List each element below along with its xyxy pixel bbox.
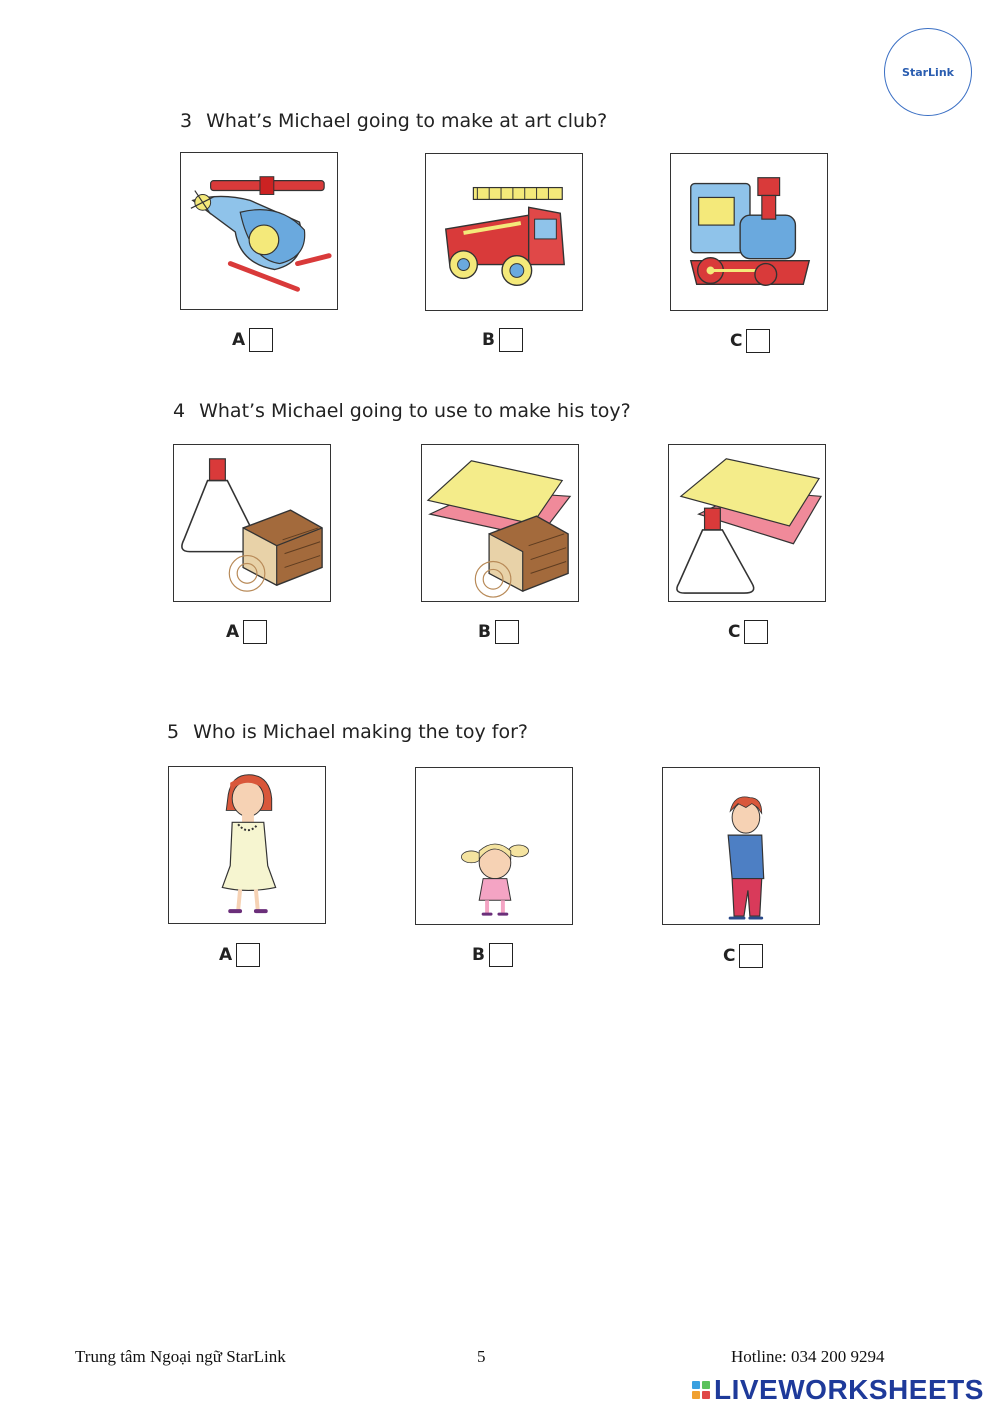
option-3a — [232, 328, 273, 352]
liveworksheets-logo-icon — [692, 1381, 710, 1399]
helicopter-icon — [181, 153, 337, 309]
question-text: What’s Michael going to use to make his toy? — [199, 400, 631, 422]
option-letter: B — [472, 945, 485, 965]
question-5 — [167, 721, 528, 743]
helicopter-toy-picture — [180, 152, 338, 310]
option-letter: A — [226, 622, 240, 642]
question-number: 5 — [167, 721, 180, 743]
glue-and-wood-picture — [173, 444, 331, 602]
option-3c — [730, 329, 770, 353]
fire-engine-toy-picture — [425, 153, 583, 311]
option-letter: C — [728, 622, 741, 642]
boy-icon — [663, 768, 819, 924]
footer-center-name: Trung tâm Ngoại ngữ StarLink — [75, 1347, 286, 1366]
option-5c — [723, 944, 763, 968]
glue-and-wood-icon — [174, 445, 330, 601]
option-4b — [478, 620, 519, 644]
liveworksheets-text: LIVEWORKSHEETS — [714, 1374, 984, 1405]
option-letter: C — [723, 946, 736, 966]
boy-picture — [662, 767, 820, 925]
answer-checkbox-4a[interactable] — [243, 620, 267, 644]
little-girl-icon — [416, 768, 572, 924]
option-5b — [472, 943, 513, 967]
answer-checkbox-5c[interactable] — [739, 944, 763, 968]
option-4c — [728, 620, 768, 644]
option-letter: A — [219, 945, 233, 965]
train-toy-picture — [670, 153, 828, 311]
question-4 — [173, 400, 631, 422]
woman-icon — [169, 767, 325, 923]
question-text: What’s Michael going to make at art club? — [206, 110, 608, 132]
question-3 — [180, 110, 607, 132]
paper-and-wood-picture — [421, 444, 579, 602]
question-number: 4 — [173, 400, 186, 422]
starlink-logo — [884, 28, 972, 116]
paper-and-glue-icon — [669, 445, 825, 601]
option-letter: B — [478, 622, 491, 642]
paper-and-wood-icon — [422, 445, 578, 601]
little-girl-picture — [415, 767, 573, 925]
option-letter: A — [232, 330, 246, 350]
liveworksheets-watermark — [692, 1374, 984, 1406]
answer-checkbox-3a[interactable] — [249, 328, 273, 352]
logo-text: StarLink — [902, 65, 954, 79]
answer-checkbox-5b[interactable] — [489, 943, 513, 967]
question-text: Who is Michael making the toy for? — [193, 721, 528, 743]
paper-and-glue-picture — [668, 444, 826, 602]
option-3b — [482, 328, 523, 352]
fire-engine-icon — [426, 154, 582, 310]
answer-checkbox-5a[interactable] — [236, 943, 260, 967]
option-5a — [219, 943, 260, 967]
answer-checkbox-3c[interactable] — [746, 329, 770, 353]
footer-page-number: 5 — [477, 1347, 486, 1366]
option-letter: C — [730, 331, 743, 351]
answer-checkbox-4c[interactable] — [744, 620, 768, 644]
woman-picture — [168, 766, 326, 924]
option-letter: B — [482, 330, 495, 350]
footer-hotline: Hotline: 034 200 9294 — [731, 1347, 885, 1366]
train-icon — [671, 154, 827, 310]
answer-checkbox-3b[interactable] — [499, 328, 523, 352]
question-number: 3 — [180, 110, 193, 132]
answer-checkbox-4b[interactable] — [495, 620, 519, 644]
option-4a — [226, 620, 267, 644]
